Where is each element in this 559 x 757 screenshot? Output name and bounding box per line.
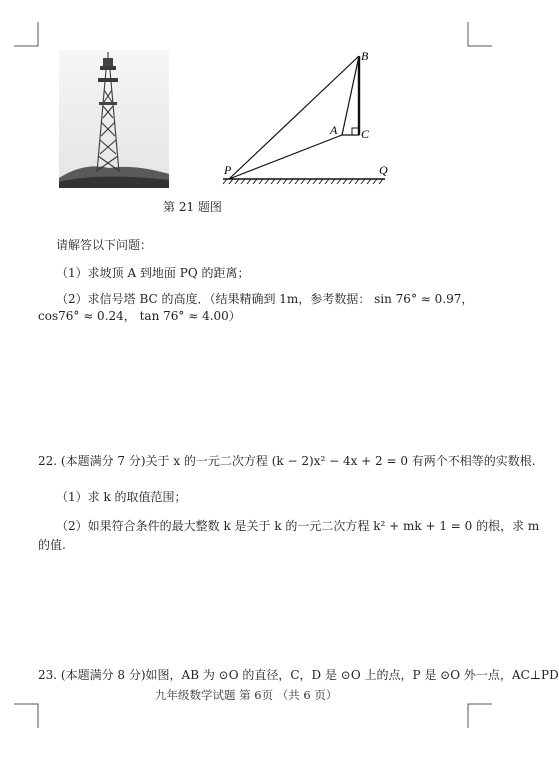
line-pb (229, 56, 359, 179)
figure-caption: 第 21 题图 (163, 200, 222, 214)
label-q: Q (379, 163, 388, 177)
q21-part1: （1）求坡顶 A 到地面 PQ 的距离； (56, 266, 250, 280)
q21-part2-line2: cos76° ≈ 0.24， tan 76° ≈ 4.00） (38, 309, 241, 323)
q22-part1: （1）求 k 的取值范围； (56, 490, 187, 504)
label-a: A (330, 123, 338, 137)
slope-tower-diagram (215, 48, 415, 188)
label-c: C (361, 127, 370, 141)
q23-stem: 23. (本题满分 8 分)如图，AB 为 ⊙O 的直径，C，D 是 ⊙O 上的点，P 是 ⊙O 外一点，AC⊥PD (38, 668, 559, 682)
label-b: B (361, 49, 369, 63)
q22-part2-line2: 的值. (38, 538, 66, 552)
label-p: P (224, 163, 232, 177)
q21-intro: 请解答以下问题： (56, 238, 153, 252)
crop-mark-bottom-left (14, 698, 44, 728)
q22-stem: 22. (本题满分 7 分)关于 x 的一元二次方程 (k − 2)x² − 4x + 2 = 0 有两个不相等的实数根. (38, 454, 536, 468)
crop-mark-top-left (14, 22, 44, 52)
line-ab (342, 56, 359, 135)
signal-tower-photo (59, 50, 169, 188)
page-footer: 九年级数学试题 第 6页 （共 6 页） (155, 688, 338, 702)
q21-part2-line1: （2）求信号塔 BC 的高度．（结果精确到 1m，参考数据： sin 76° ≈ 0.97， (56, 292, 474, 306)
q22-part2-line1: （2）如果符合条件的最大整数 k 是关于 k 的一元二次方程 k² + mk + 1 = 0 的根，求 m (56, 519, 540, 533)
crop-mark-bottom-right (462, 698, 492, 728)
slope-line-pa (229, 135, 342, 179)
crop-mark-top-right (462, 22, 492, 52)
